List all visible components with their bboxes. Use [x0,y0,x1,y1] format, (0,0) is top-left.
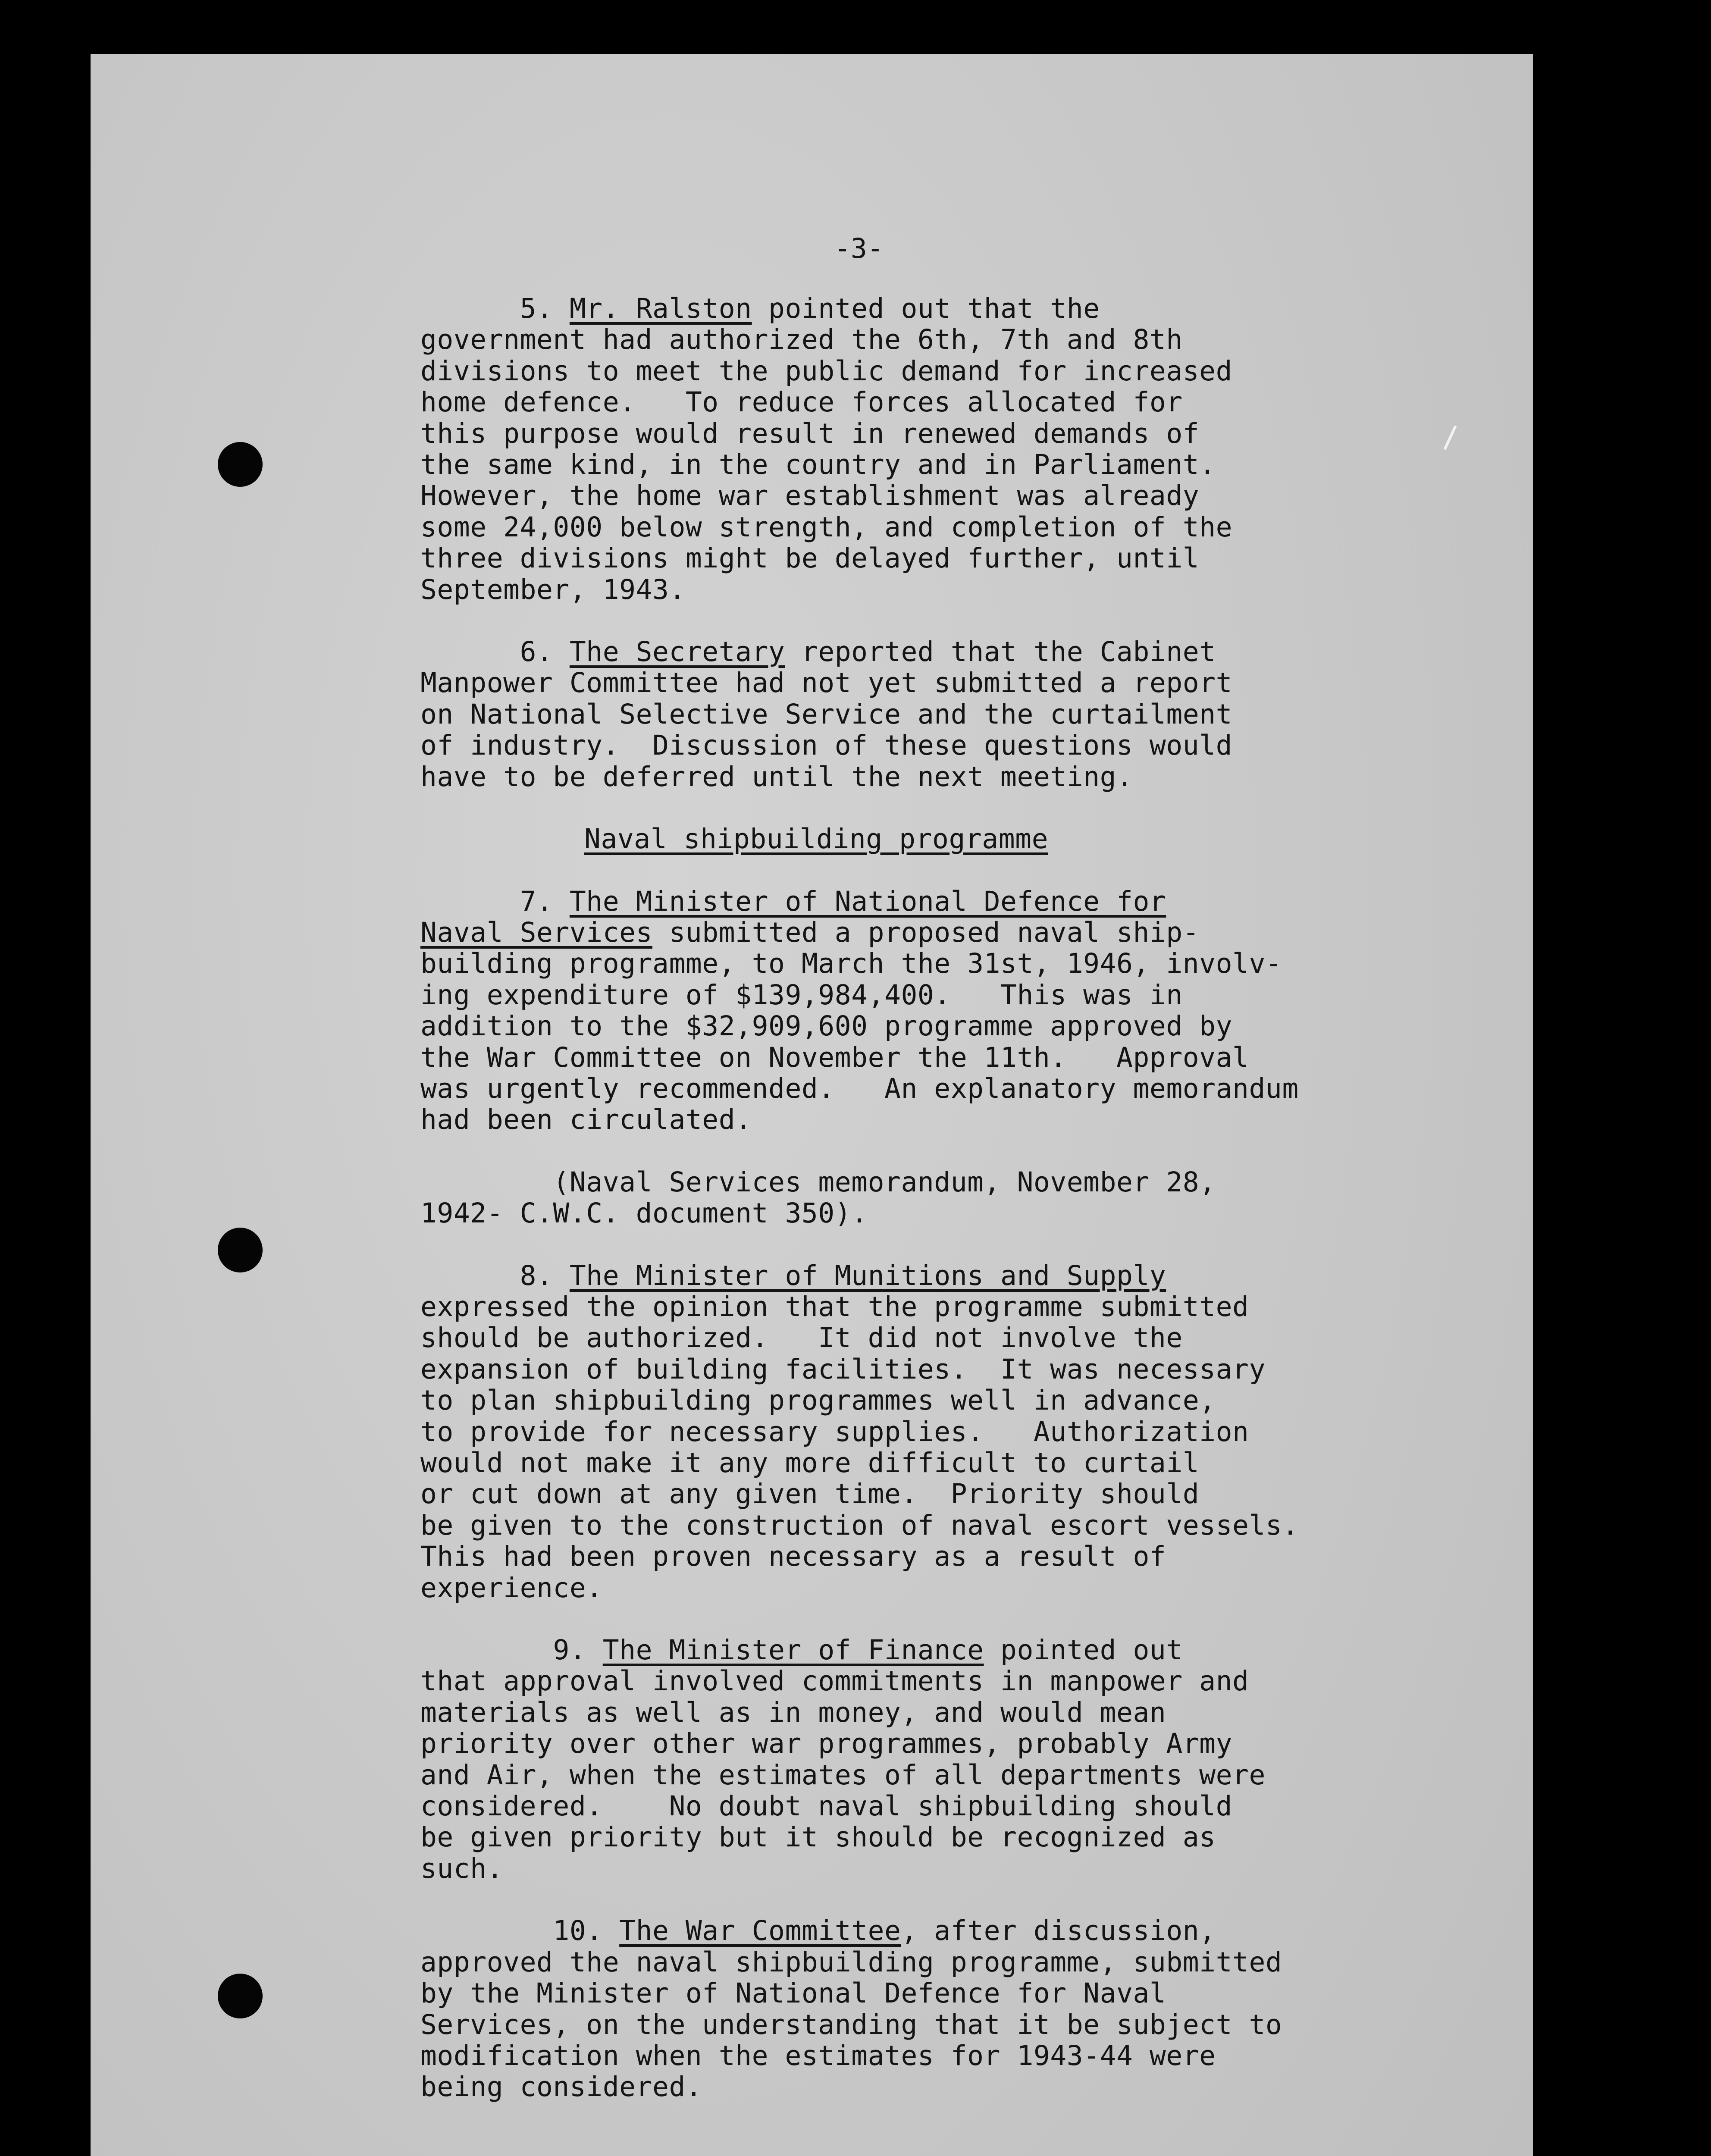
speaker-name: The Secretary [569,636,785,668]
film-scratch [1444,426,1457,450]
speaker-name: The Minister of National Defence for Naval Services [420,885,1166,948]
paragraph-7: 7. The Minister of National Defence for Naval Services submitted a proposed naval ship- building programme, to March the 31st, 1946, involv- ing expenditure of $139,984,400. This was in addition to the $32,909,600 programme approved by the War Committee on November the 11th. Approval was urgently recommended. An explanatory memorandum had been circulated. [420,885,1299,1136]
section-heading: Naval shipbuilding programme [584,823,1049,855]
speaker-name: The Minister of Finance [602,1634,984,1666]
paragraph-8: 8. The Minister of Munitions and Supply expressed the opinion that the programme submitted should be authorized. It did not involve the expansion of building facilities. It was necessary to plan shipbuilding programmes well in advance, to provide for necessary supplies. Authorization would not make it any more difficult to curtail or cut down at any given time. Priority should be given to the construction of naval escort vessels. This had been proven necessary as a result of experience. [420,1260,1299,1604]
paragraph-10: 10. The War Committee, after discussion, approved the naval shipbuilding programme, submitted by the Minister of National Defence for Naval Services, on the understanding that it be subject to modification when the estimates for 1943-44 were being considered. [420,1915,1282,2103]
paragraph-6: 6. The Secretary reported that the Cabinet Manpower Committee had not yet submitted a report on National Selective Service and the curtailment of industry. Discussion of these questions would have to be deferred until the next meeting. [420,636,1233,793]
paragraph-9: 9. The Minister of Finance pointed out that approval involved commitments in manpower and materials as well as in money, and would mean priority over other war programmes, probably Army and Air, when the estimates of all departments were considered. No doubt naval shipbuilding should be given priority but it should be recognized as such. [420,1634,1266,1884]
document-body [420,293,1412,2103]
speaker-name: The War Committee [619,1915,901,1947]
punch-hole-bottom [218,1974,263,2018]
punch-hole-top [218,442,263,487]
punch-hole-middle [218,1228,263,1272]
paragraph-5: 5. Mr. Ralston pointed out that the government had authorized the 6th, 7th and 8th divisions to meet the public demand for increased home defence. To reduce forces allocated for this purpose would result in renewed demands of the same kind, in the country and in Parliament. However, the home war establishment was already some 24,000 below strength, and completion of the three divisions might be delayed further, until September, 1943. [420,293,1233,605]
speaker-name: Mr. Ralston [569,293,752,324]
page-number: -3- [834,233,884,264]
speaker-name: The Minister of Munitions and Supply [569,1260,1166,1291]
paragraph-7-reference: (Naval Services memorandum, November 28, 1942- C.W.C. document 350). [420,1166,1216,1229]
